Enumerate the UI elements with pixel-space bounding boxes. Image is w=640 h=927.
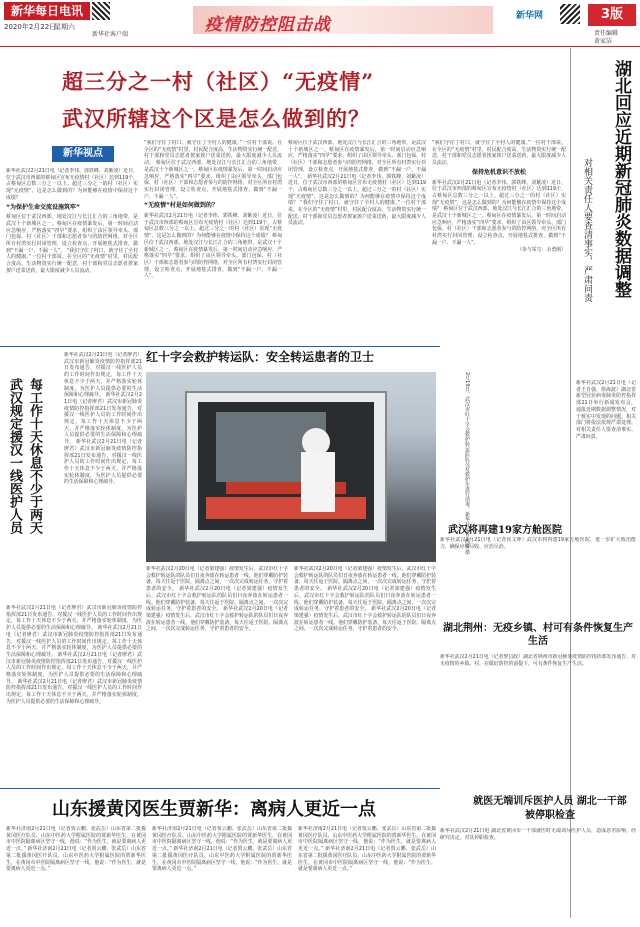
news-photo <box>146 372 436 562</box>
bottom-column-2 <box>152 826 292 922</box>
lead-subhead: “为保护生命交流设施筑牢” <box>6 203 80 211</box>
editor-name: 黄家洁 <box>594 38 613 45</box>
editor-label: 责任编辑 <box>594 30 619 37</box>
lead-paragraph: “我们守住了村口，就守住了全村人的健康。”一位村干部说。在全区的“无疫情”村里，村民配合度高，生活物资实行统一配送，村干部和党员志愿者挨家挨户送菜送药，最大限度减少人员流动。 <box>6 247 138 274</box>
qr-code-icon <box>92 2 110 20</box>
lead-paragraph: “我们守住了村口，就守住了全村人的健康。”一位村干部说。在全区的“无疫情”村里，村民配合度高，生活物资实行统一配送，村干部和党员志愿者挨家挨户送菜送药，最大限度减少人员流动。 <box>144 140 282 167</box>
side-paragraph: 新华社武汉2月21日电（记者廖君）武汉市新冠肺炎疫情防控指挥部21日发布通告，对援汉一线医护人员的工作时间作出规定，每工作十天休息不少于两天，并严格落实轮休制度，为医护人员提供必要的生活保障和心理疏导。 <box>6 625 142 658</box>
lead-paragraph: 蔡甸区位于武汉西部，地处汉江与长江汇合的三角地带，是武汉十个新城区之一。蔡甸区在疫情暴发后，第一时间启动应急响应，严格落实“四早”要求，组织了由区领导牵头、部门包保、村（社区）干部和志愿者参与的防控网络，对全区所有村湾实行封闭管理，设立检查点，开展地毯式排查，做到“不漏一户、不漏一人”。 <box>144 233 282 280</box>
side-paragraph: 新华社武汉2月21日电（记者廖君）武汉市新冠肺炎疫情防控指挥部21日发布通告，对援汉一线医护人员的工作时间作出规定，每工作十天休息不少于两天，并严格落实轮休制度，为医护人员提供必要的生活保障和心理疏导。 <box>6 651 142 685</box>
lead-subhead: 保持危机意识不放松 <box>471 168 526 176</box>
site-logo: 新华网 <box>516 11 544 21</box>
lead-paragraph: 蔡甸区位于武汉西部，地处汉江与长江汇合的三角地带，是武汉十个新城区之一。蔡甸区在疫情暴发后，第一时间启动应急响应，严格落实“四早”要求，组织了由区领导牵头、部门包保、村（社区）干部和志愿者参与的防控网络，对全区所有村湾实行封闭管理，设立检查点，开展地毯式排查，做到“不漏一户、不漏一人”。 <box>432 206 566 246</box>
lead-subhead: “无疫情”村是如何做到的？ <box>144 202 218 210</box>
bottom-paragraph: 新华社济南2月21日电（记者贾云鹏、张武岳）山东省第二批援黄冈医疗队员、山东中医药大学附属医院的贾新华医生，在黄冈市中医院隔离病区坚守一线，他说：“作为医生，就是要离病人更近一点。” <box>298 826 436 853</box>
side-headline-col1: 武汉规定援汉一线医护人员 <box>7 378 22 534</box>
qr-code-icon <box>560 4 580 24</box>
lead-paragraph: 新华社武汉2月21日电（记者李伟、郭铁峰、刘紫凌）近日，位于武汉市西部的蔡甸区宣布无疫情村（社区）达到119个，占蔡甸区总数三分之一以上。超过三分之一的村（社区）实现“无疫情”，这是怎么做到的？为何能够在疫情中保持这个成绩？ <box>288 173 426 207</box>
page-number: 3版 <box>588 4 636 26</box>
side-body <box>64 352 142 602</box>
issue-date: 2020年2月22日 <box>4 23 57 31</box>
lead-headline-line1: 超三分之一村（社区）“无疫情” <box>62 69 375 94</box>
bottom-headline: 山东援黄冈医生贾新华：离病人更近一点 <box>52 799 376 820</box>
lead-kicker: 新华视点 <box>52 146 114 162</box>
bottom-column-3 <box>298 826 436 922</box>
right-body: 新华社武汉2月21日电（记者王自强、徐海波）湖北省新型冠状病毒肺炎防控指挥部21日举行新闻发布会，通报近期数据调整情况，对于核实中发现的问题，相关部门将依法依规严肃处理，对相关责任人要查清事实、严肃问责。 <box>576 380 636 440</box>
lead-column-1 <box>6 168 138 344</box>
brief-body-1: 新华社武汉2月21日电（记者侯文坤）武汉市将再建19家方舱医院，进一步扩大收治能力，确保应收尽收、应治尽治。 <box>440 537 636 550</box>
lead-paragraph: 新华社武汉2月21日电（记者李伟、郭铁峰、刘紫凌）近日，位于武汉市西部的蔡甸区宣布无疫情村（社区）达到119个，占蔡甸区总数三分之一以上。超过三分之一的村（社区）实现“无疫情”，这是怎么做到的？为何能够在疫情中保持这个成绩？ <box>144 213 282 240</box>
photo-story-paragraph: 新华社武汉2月20日电（记者梁建强）疫情发生后，武汉市红十字会救护转运队的队员们日夜奔波在转运患者一线。他们穿戴防护装备，每天往返于医院、隔离点之间，一次次完成转运任务，守护着患者的安全。 <box>294 606 436 633</box>
photo-caption: 2月19日，武汉市红十字会救护转运队队员对救护车进行消毒。新华社记者 熊琦 摄 <box>464 372 470 555</box>
lead-headline-line2: 武汉所辖这个区是怎么做到的？ <box>62 106 370 131</box>
masthead: 新华每日电讯 <box>4 2 90 20</box>
column-divider <box>570 48 571 918</box>
lead-paragraph: “我们守住了村口，就守住了全村人的健康。”一位村干部说。在全区的“无疫情”村里，村民配合度高，生活物资实行统一配送，村干部和党员志愿者挨家挨户送菜送药，最大限度减少人员流动。 <box>288 200 426 227</box>
brief-body-2: 新华社武汉2月21日电（记者黎昌政）湖北省荆州市新冠肺炎疫情防控指挥部发布通告，对无疫情的乡镇、村，在做好防控的前提下，可有条件恢复生产生活。 <box>440 654 636 667</box>
lead-paragraph: 新华社武汉2月21日电（记者李伟、郭铁峰、刘紫凌）近日，位于武汉市西部的蔡甸区宣布无疫情村（社区）达到119个，占蔡甸区总数三分之一以上。超过三分之一的村（社区）实现“无疫情”，这是怎么做到的？为何能够在疫情中保持这个成绩？ <box>6 168 138 201</box>
photo-story-headline: 红十字会救护转运队：安全转运患者的卫士 <box>146 350 375 364</box>
section-banner-title: 疫情防控阻击战 <box>205 15 331 35</box>
side-paragraph: 新华社武汉2月21日电（记者廖君）武汉市新冠肺炎疫情防控指挥部21日发布通告，对援汉一线医护人员的工作时间作出规定，每工作十天休息不少于两天，并严格落实轮休制度，为医护人员提供必要的生活保障和心理疏导。 <box>64 439 142 486</box>
bottom-paragraph: 新华社济南2月21日电（记者贾云鹏、张武岳）山东省第二批援黄冈医疗队员、山东中医药大学附属医院的贾新华医生，在黄冈市中医院隔离病区坚守一线，他说：“作为医生，就是要离病人更近一点。” <box>6 826 146 853</box>
photo-story-column-1 <box>146 566 288 786</box>
side-paragraph: 新华社武汉2月21日电（记者廖君）武汉市新冠肺炎疫情防控指挥部21日发布通告，对援汉一线医护人员的工作时间作出规定，每工作十天休息不少于两天，并严格落实轮休制度，为医护人员提供必要的生活保障和心理疏导。 <box>64 352 142 399</box>
issue-weekday: 星期六 <box>54 23 75 31</box>
page-header <box>0 0 640 46</box>
side-headline-col2: 每工作十天休息不少于两天 <box>27 378 42 534</box>
lead-paragraph: 蔡甸区位于武汉西部，地处汉江与长江汇合的三角地带，是武汉十个新城区之一。蔡甸区在疫情暴发后，第一时间启动应急响应，严格落实“四早”要求，组织了由区领导牵头、部门包保、村（社区）干部和志愿者参与的防控网络，对全区所有村湾实行封闭管理，设立检查点，开展地毯式排查，做到“不漏一户、不漏一人”。 <box>288 140 426 180</box>
photo-story-paragraph: 新华社武汉2月20日电（记者梁建强）疫情发生后，武汉市红十字会救护转运队的队员们日夜奔波在转运患者一线。他们穿戴防护装备，每天往返于医院、隔离点之间，一次次完成转运任务，守护着患者的安全。 <box>294 566 436 593</box>
header-divider <box>0 46 640 47</box>
ambulance-photo <box>146 372 436 562</box>
lead-column-4 <box>432 140 566 344</box>
photo-story-column-2 <box>294 566 436 786</box>
bottom-paragraph: 新华社济南2月21日电（记者贾云鹏、张武岳）山东省第二批援黄冈医疗队员、山东中医药大学附属医院的贾新华医生，在黄冈市中医院隔离病区坚守一线，他说：“作为医生，就是要离病人更近一点。” <box>6 846 146 873</box>
bottom-column-1 <box>6 826 146 922</box>
lead-paragraph: 蔡甸区位于武汉西部，地处汉江与长江汇合的三角地带，是武汉十个新城区之一。蔡甸区在疫情暴发后，第一时间启动应急响应，严格落实“四早”要求，组织了由区领导牵头、部门包保、村（社区）干部和志愿者参与的防控网络，对全区所有村湾实行封闭管理，设立检查点，开展地毯式排查，做到“不漏一户、不漏一人”。 <box>6 214 138 254</box>
bottom-paragraph: 新华社济南2月21日电（记者贾云鹏、张武岳）山东省第二批援黄冈医疗队员、山东中医药大学附属医院的贾新华医生，在黄冈市中医院隔离病区坚守一线，他说：“作为医生，就是要离病人更近一点。” <box>152 846 292 873</box>
lead-column-2 <box>144 140 282 344</box>
brief-headline-2: 湖北荆州：无疫乡镇、村可有条件恢复生产生活 <box>443 623 633 647</box>
side-paragraph: 新华社武汉2月21日电（记者廖君）武汉市新冠肺炎疫情防控指挥部21日发布通告，对援汉一线医护人员的工作时间作出规定，每工作十天休息不少于两天，并严格落实轮休制度，为医护人员提供必要的生活保障和心理疏导。 <box>6 678 142 705</box>
side-body-continued <box>6 605 142 785</box>
lead-paragraph: “我们守住了村口，就守住了全村人的健康。”一位村干部说。在全区的“无疫情”村里，村民配合度高，生活物资实行统一配送，村干部和党员志愿者挨家挨户送菜送药，最大限度减少人员流动。 <box>432 140 566 167</box>
section-divider <box>0 346 440 347</box>
photo-story-paragraph: 新华社武汉2月20日电（记者梁建强）疫情发生后，武汉市红十字会救护转运队的队员们日夜奔波在转运患者一线。他们穿戴防护装备，每天往返于医院、隔离点之间，一次次完成转运任务，守护着患者的安全。 <box>146 606 288 633</box>
photo-story-paragraph: 新华社武汉2月20日电（记者梁建强）疫情发生后，武汉市红十字会救护转运队的队员们日夜奔波在转运患者一线。他们穿戴防护装备，每天往返于医院、隔离点之间，一次次完成转运任务，守护着患者的安全。 <box>294 586 436 613</box>
section-divider <box>0 788 440 789</box>
lead-paragraph: 新华社武汉2月21日电（记者李伟、郭铁峰、刘紫凌）近日，位于武汉市西部的蔡甸区宣布无疫情村（社区）达到119个，占蔡甸区总数三分之一以上。超过三分之一的村（社区）实现“无疫情”，这是怎么做到的？为何能够在疫情中保持这个成绩？ <box>432 179 566 213</box>
brief-headline-3: 就医无端训斥医护人员 湖北一干部被停职检查 <box>473 796 627 821</box>
side-paragraph: 新华社武汉2月21日电（记者廖君）武汉市新冠肺炎疫情防控指挥部21日发布通告，对援汉一线医护人员的工作时间作出规定，每工作十天休息不少于两天，并严格落实轮休制度，为医护人员提供必要的生活保障和心理疏导。 <box>64 392 142 446</box>
lead-column-3 <box>288 140 426 344</box>
photo-story-paragraph: 新华社武汉2月20日电（记者梁建强）疫情发生后，武汉市红十字会救护转运队的队员们日夜奔波在转运患者一线。他们穿戴防护装备，每天往返于医院、隔离点之间，一次次完成转运任务，守护着患者的安全。 <box>146 586 288 613</box>
brief-body-3: 新华社武汉2月21日电 湖北省黄冈市一干部就医时无端训斥医护人员，造成恶劣影响，经研究决定，对其停职检查。 <box>440 828 636 841</box>
bottom-paragraph: 新华社济南2月21日电（记者贾云鹏、张武岳）山东省第二批援黄冈医疗队员、山东中医药大学附属医院的贾新华医生，在黄冈市中医院隔离病区坚守一线，他说：“作为医生，就是要离病人更近一点。” <box>152 826 292 853</box>
right-headline: 湖北回应近期新冠肺炎数据调整 <box>611 60 631 298</box>
bottom-paragraph: 新华社济南2月21日电（记者贾云鹏、张武岳）山东省第二批援黄冈医疗队员、山东中医药大学附属医院的贾新华医生，在黄冈市中医院隔离病区坚守一线，他说：“作为医生，就是要离病人更近一点。” <box>298 846 436 873</box>
app-name: 新华社客户端 <box>92 31 129 38</box>
brief-headline-1: 武汉将再建19家方舱医院 <box>448 525 562 536</box>
side-paragraph: 新华社武汉2月21日电（记者廖君）武汉市新冠肺炎疫情防控指挥部21日发布通告，对援汉一线医护人员的工作时间作出规定，每工作十天休息不少于两天，并严格落实轮休制度，为医护人员提供必要的生活保障和心理疏导。 <box>6 605 142 632</box>
photo-story-paragraph: 新华社武汉2月20日电（记者梁建强）疫情发生后，武汉市红十字会救护转运队的队员们日夜奔波在转运患者一线。他们穿戴防护装备，每天往返于医院、隔离点之间，一次次完成转运任务，守护着患者的安全。 <box>146 566 288 593</box>
lead-paragraph: 蔡甸区位于武汉西部，地处汉江与长江汇合的三角地带，是武汉十个新城区之一。蔡甸区在疫情暴发后，第一时间启动应急响应，严格落实“四早”要求，组织了由区领导牵头、部门包保、村（社区）干部和志愿者参与的防控网络，对全区所有村湾实行封闭管理，设立检查点，开展地毯式排查，做到“不漏一户、不漏一人”。 <box>144 160 282 200</box>
lead-author: （参与采写：余勇刚） <box>517 246 566 253</box>
right-subheadline: 对相关责任人要查清事实、严肃问责 <box>582 158 592 302</box>
